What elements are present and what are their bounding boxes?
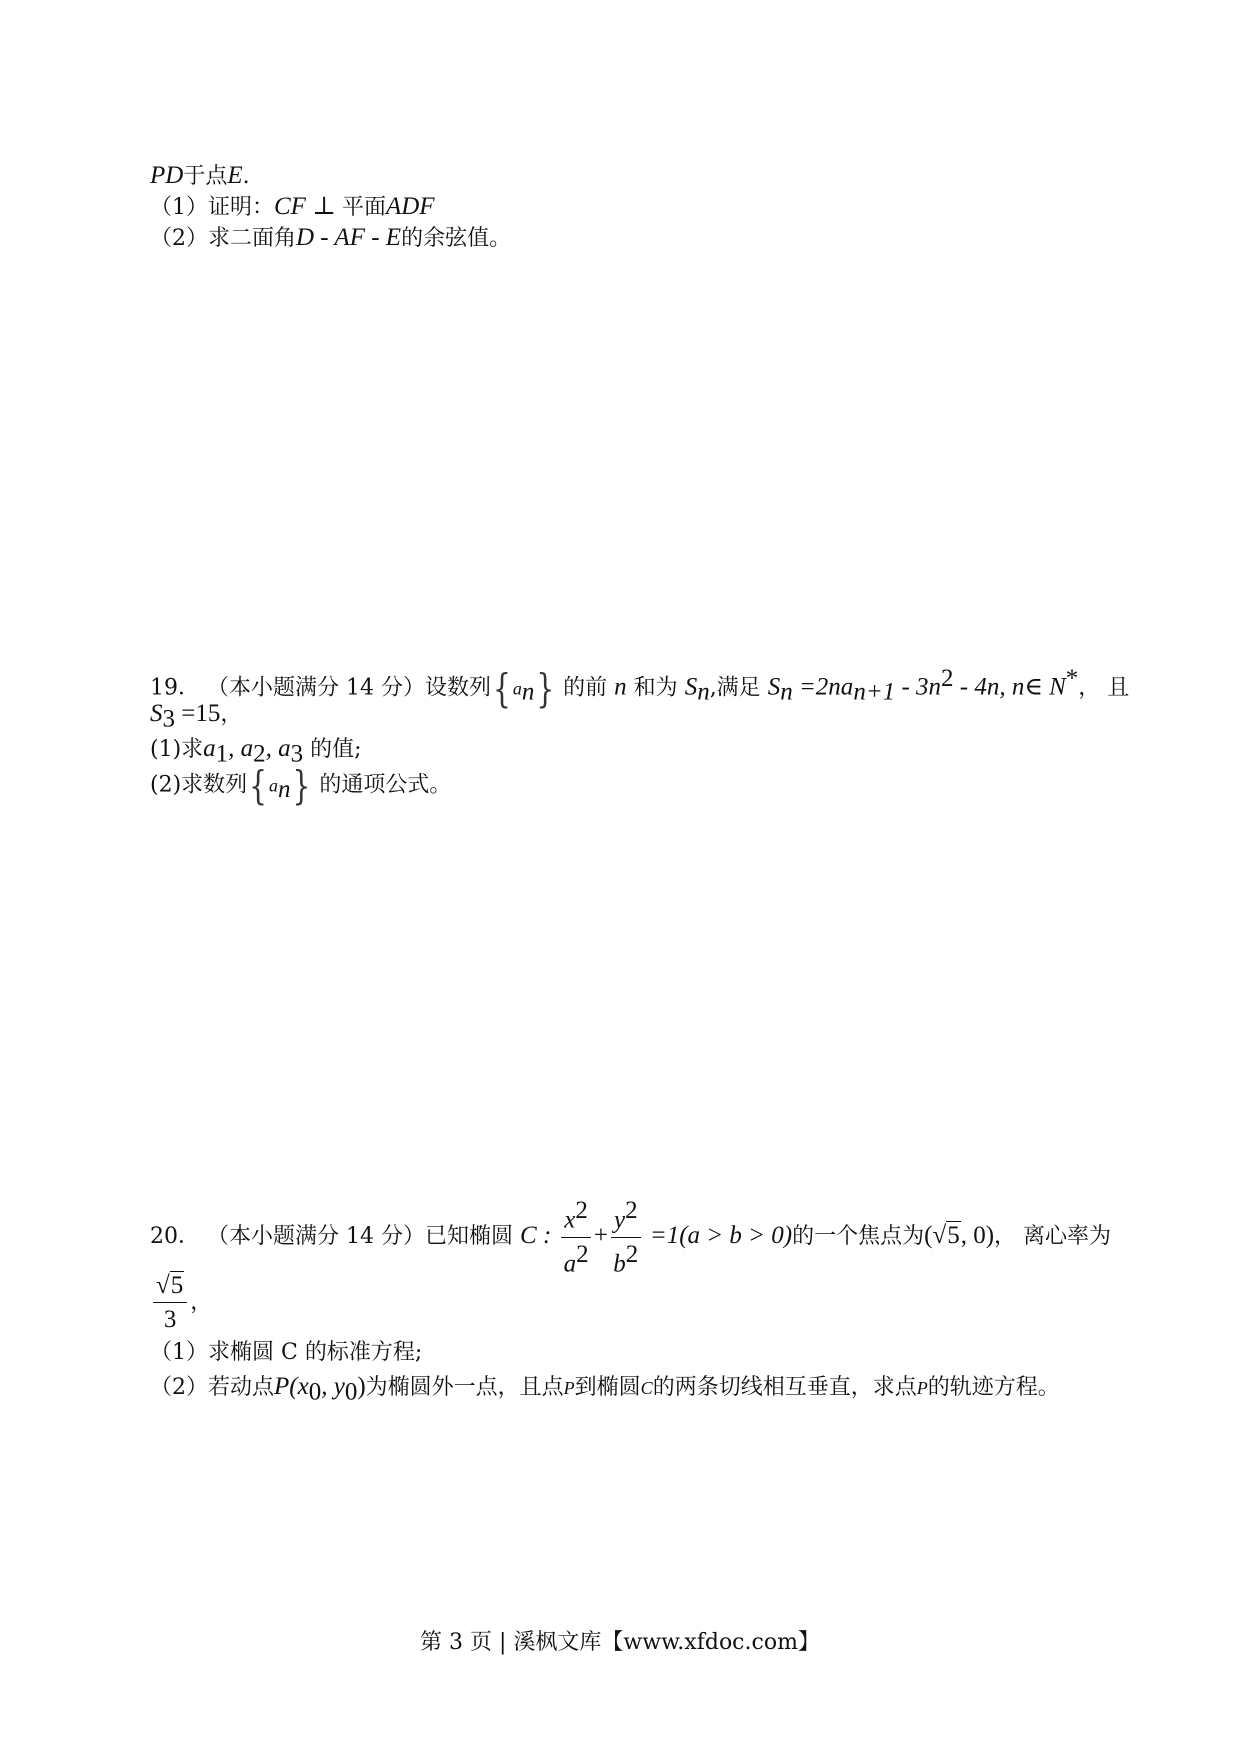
text: 的轨迹方程。 [927, 1375, 1060, 1400]
denominator: 3 [163, 1306, 177, 1334]
math-sub: 2 [253, 740, 266, 768]
math-x: x [564, 1206, 576, 1234]
brace-open-icon: { [249, 762, 267, 809]
math-a: a [512, 678, 522, 699]
punct: ， [190, 1289, 213, 1315]
math-plus: + [593, 1222, 608, 1250]
math-expr: =15 [175, 700, 221, 727]
part-label: （2）求二面角 [150, 226, 296, 251]
q20-eccentricity [150, 1270, 212, 1336]
text: 的余弦值。 [401, 226, 512, 251]
perp-symbol: ⊥ [305, 193, 342, 220]
q18-part1 [150, 191, 435, 222]
math-s: S [767, 673, 781, 701]
text: ， 离心率为 [994, 1224, 1112, 1250]
text: ,满足 [709, 675, 761, 701]
math-sub: n [278, 775, 291, 803]
math-n: n [614, 673, 627, 701]
math-p: P [274, 1373, 290, 1400]
math-a: , a [228, 735, 254, 762]
math-p: P [916, 1378, 928, 1398]
page-footer: 第 3 页 | 溪枫文库【www.xfdoc.com】 [420, 1630, 820, 1655]
math-expr: =2na [792, 673, 854, 701]
math-sub: 0 [308, 1378, 322, 1406]
q19-part2 [150, 762, 452, 809]
text: 的前 [563, 675, 608, 701]
q20-stem [150, 1195, 1111, 1279]
math-sup: 2 [625, 1197, 638, 1224]
text: ， 且 [1078, 675, 1130, 701]
punct: ， [220, 702, 243, 727]
q19-stem [150, 663, 1130, 712]
fraction-sqrt5-3 [153, 1270, 187, 1336]
part-label: （1）证明： [150, 195, 274, 220]
math-sub: 0 [344, 1378, 358, 1406]
question-score: （本小题满分 14 分） [207, 675, 425, 701]
radicand: 5 [947, 1222, 960, 1250]
part-label: (2)求数列 [150, 772, 248, 798]
sqrt-5: √5 [156, 1272, 184, 1299]
part-label: (1)求 [150, 737, 204, 762]
math-s: S [684, 673, 698, 701]
math-sup: 2 [941, 665, 954, 692]
math-colon: : [536, 1222, 552, 1250]
math-sub: 3 [162, 705, 175, 733]
math-a: a [203, 735, 216, 762]
text: 已知椭圆 [424, 1224, 513, 1250]
text: 为椭圆外一点，且点 [365, 1375, 564, 1400]
text: 和为 [633, 675, 678, 701]
q20-part1 [150, 1339, 422, 1367]
math-expr: - 3n [895, 673, 942, 701]
text: 的两条切线相互垂直，求点 [652, 1375, 917, 1400]
math-c: C [640, 1378, 653, 1398]
fraction-y2-b2 [611, 1195, 641, 1279]
math-sub: n [780, 678, 793, 706]
q19-condition [150, 698, 242, 735]
fraction-x2-a2 [561, 1195, 591, 1279]
math-cf: CF [274, 193, 306, 220]
part-label: （2）若动点 [150, 1375, 274, 1400]
text: 设数列 [424, 675, 491, 701]
math-sub: n [697, 678, 710, 706]
radicand: 5 [170, 1272, 184, 1299]
text: （1）求椭圆 C 的标准方程; [150, 1340, 423, 1365]
math-s: S [150, 700, 163, 727]
math-c: C [520, 1222, 537, 1250]
q20-part2 [150, 1371, 1060, 1408]
text: 到椭圆 [574, 1375, 641, 1400]
math-paren: , 0) [960, 1222, 995, 1250]
math-sup: 2 [625, 1240, 639, 1268]
math-b: b [613, 1249, 626, 1277]
math-sub: 1 [215, 740, 229, 768]
math-sup: 2 [575, 1197, 588, 1224]
question-score: （本小题满分 14 分） [207, 1224, 425, 1250]
text: 的一个焦点为 [792, 1224, 925, 1250]
text: 的值; [310, 737, 362, 762]
math-e: E [227, 162, 243, 189]
math-pd: PD [150, 162, 184, 189]
sqrt-5: √5 [932, 1222, 960, 1250]
math-a: , a [265, 735, 291, 762]
math-adf: ADF [385, 193, 435, 220]
math-paren: ) [357, 1373, 366, 1400]
math-paren: ( [924, 1222, 933, 1250]
math-y: y [613, 1206, 626, 1234]
math-sub: n+1 [853, 678, 896, 706]
math-a: a [269, 775, 278, 796]
text: 平面 [341, 195, 386, 220]
brace-close-icon: } [292, 762, 311, 809]
math-sub: n [521, 678, 535, 706]
question-number: 19． [150, 675, 200, 701]
text: 于点 [183, 164, 228, 189]
math-expr: =1(a > b > 0) [643, 1222, 793, 1250]
text: 的通项公式。 [319, 772, 452, 798]
punct: . [242, 164, 250, 189]
math-p: P [563, 1378, 575, 1398]
q18-part2 [150, 222, 511, 253]
math-a: a [563, 1249, 577, 1277]
brace-close-icon: } [536, 665, 555, 712]
math-sup: * [1065, 665, 1079, 692]
math-expr: - 4n, n∈ N [953, 673, 1066, 701]
math-expr: (x [289, 1373, 309, 1400]
math-sup: 2 [576, 1240, 589, 1268]
q18-continuation [150, 160, 250, 191]
math-expr: , y [321, 1373, 345, 1400]
math-dihedral: D - AF - E [296, 224, 402, 251]
question-number: 20． [150, 1224, 200, 1250]
math-sub: 3 [290, 740, 304, 768]
brace-open-icon: { [493, 665, 511, 712]
